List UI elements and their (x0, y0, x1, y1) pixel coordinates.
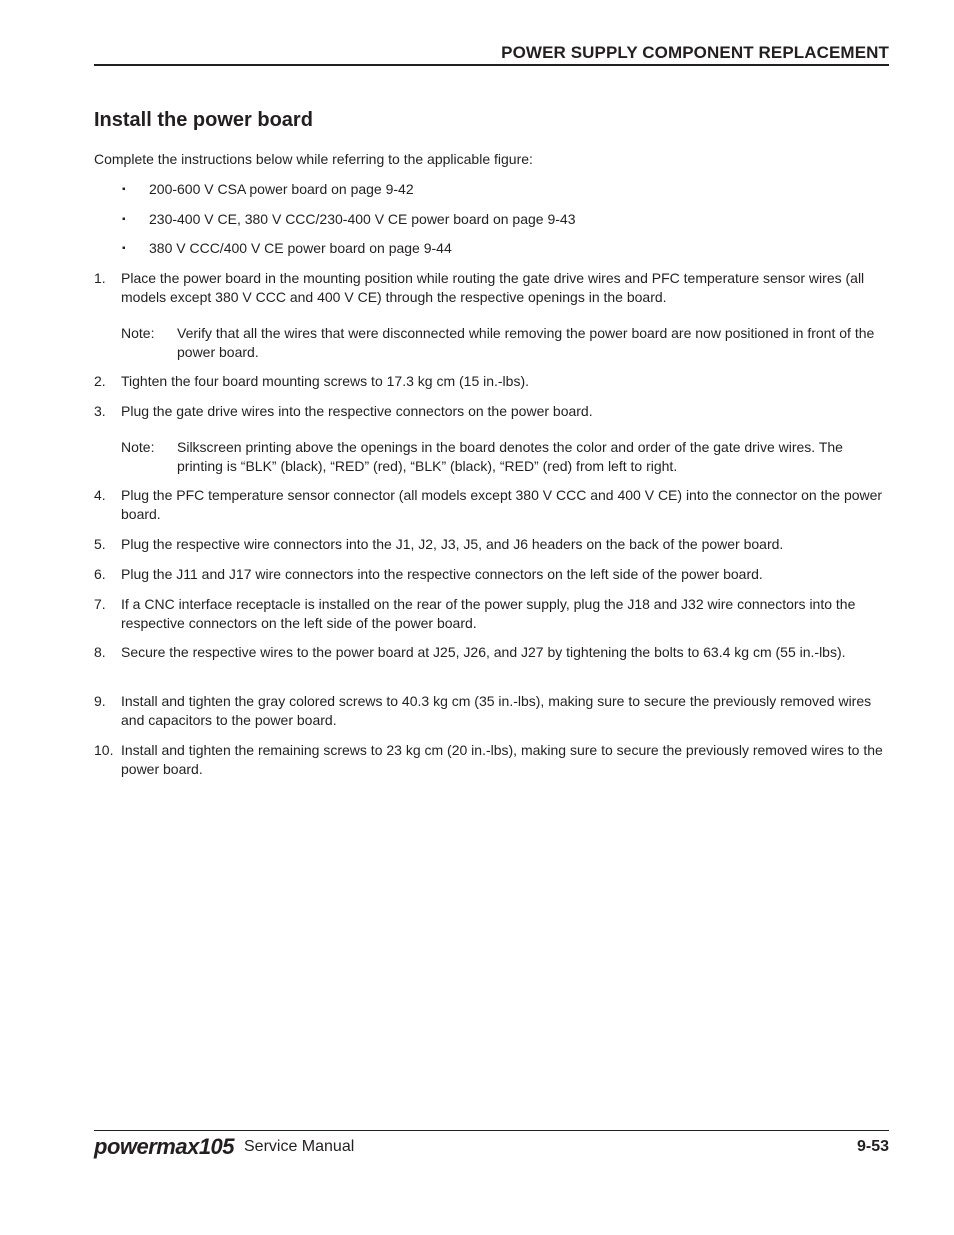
step-number: 5. (94, 536, 106, 552)
step-number: 8. (94, 644, 106, 660)
step-item (94, 565, 889, 584)
step-item (94, 402, 889, 421)
intro-text: Complete the instructions below while referring to the applicable figure: (94, 151, 533, 167)
bullet-text: 380 V CCC/400 V CE power board on page 9-44 (149, 240, 452, 256)
step-number: 9. (94, 693, 106, 709)
page-number: 9-53 (856, 1138, 889, 1155)
note-label: Note: (121, 439, 155, 455)
note-text: Verify that all the wires that were disconnected while removing the power board are now positioned in front of the power board. (177, 325, 875, 360)
step-item (94, 692, 889, 730)
step-item (94, 643, 889, 662)
page-title: Install the power board (94, 109, 313, 131)
step-text: If a CNC interface receptacle is installed on the rear of the power supply, plug the J18 and J32 wire connectors into the respective connectors on the left side of the power board. (121, 596, 856, 631)
note-text: Silkscreen printing above the openings in the board denotes the color and order of the gate drive wires. The printing is “BLK” (black), “RED” (red), “BLK” (black), “RED” (red) from left to right. (177, 439, 843, 474)
manual-title: Service Manual (244, 1138, 355, 1155)
step-text: Plug the J11 and J17 wire connectors into the respective connectors on the left side of the power board. (121, 566, 763, 582)
note (121, 438, 881, 476)
step-number: 3. (94, 403, 106, 419)
bullet-icon: ▪ (122, 214, 126, 225)
step-text: Plug the gate drive wires into the respective connectors on the power board. (121, 403, 593, 419)
step-text: Install and tighten the remaining screws to 23 kg cm (20 in.-lbs), making sure to secure the previously removed wires to the power board. (121, 742, 883, 777)
step-item (94, 595, 889, 633)
step-item (94, 535, 889, 554)
step-item (94, 372, 889, 391)
bullet-text: 200-600 V CSA power board on page 9-42 (149, 181, 414, 197)
step-number: 7. (94, 596, 106, 612)
note (121, 324, 881, 362)
step-item (94, 741, 889, 779)
step-number: 10. (94, 742, 114, 758)
bullet-icon: ▪ (122, 184, 126, 195)
step-item (94, 486, 889, 524)
note-label: Note: (121, 325, 155, 341)
running-header: POWER SUPPLY COMPONENT REPLACEMENT (501, 43, 889, 62)
step-text: Plug the PFC temperature sensor connector (all models except 380 V CCC and 400 V CE) into the connector on the power board. (121, 487, 883, 522)
bullet-icon: ▪ (122, 243, 126, 254)
step-number: 6. (94, 566, 106, 582)
step-number: 1. (94, 270, 106, 286)
step-number: 2. (94, 373, 106, 389)
bullet-text: 230-400 V CE, 380 V CCC/230-400 V CE power board on page 9-43 (149, 211, 576, 227)
step-text: Plug the respective wire connectors into the J1, J2, J3, J5, and J6 headers on the back of the power board. (121, 536, 784, 552)
brand-logo: powermax105 (94, 1134, 235, 1159)
step-text: Secure the respective wires to the power board at J25, J26, and J27 by tightening the bolts to 63.4 kg cm (55 in.-lbs). (121, 644, 846, 660)
step-text: Tighten the four board mounting screws to 17.3 kg cm (15 in.-lbs). (121, 373, 530, 389)
header-rule (94, 64, 889, 66)
step-text: Install and tighten the gray colored screws to 40.3 kg cm (35 in.-lbs), making sure to secure the previously removed wires and capacitors to the power board. (121, 693, 872, 728)
step-text: Place the power board in the mounting position while routing the gate drive wires and PFC temperature sensor wires (all models except 380 V CCC and 400 V CE) through the respective openings in the board. (121, 270, 865, 305)
step-item (94, 269, 889, 307)
step-number: 4. (94, 487, 106, 503)
footer-rule (94, 1130, 889, 1131)
